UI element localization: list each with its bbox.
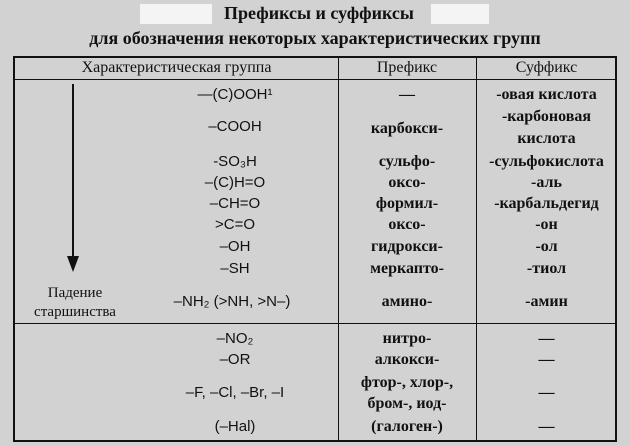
group-cell: >C=O <box>214 216 256 233</box>
group-cell: (–Hal) <box>214 418 256 435</box>
prefix-cell: амино- <box>381 293 433 310</box>
section-divider <box>15 323 615 324</box>
redaction-mask-left <box>140 4 212 24</box>
suffix-cell: -тиол <box>526 260 567 277</box>
group-cell: –OR <box>219 351 251 368</box>
group-cell: –NO₂ <box>216 330 254 347</box>
suffix-cell: -сульфокислота <box>489 153 604 170</box>
prefix-cell: меркапто- <box>370 260 444 277</box>
suffix-cell: — <box>538 384 555 401</box>
suffix-cell: -карбальдегид <box>494 195 599 212</box>
prefix-cell: (галоген-) <box>371 418 443 435</box>
suffix-cell-line2: кислота <box>517 130 576 147</box>
suffix-cell: — <box>538 418 555 435</box>
prefix-cell: гидрокси- <box>371 238 443 255</box>
header-prefix: Префикс <box>376 59 438 76</box>
group-cell: –CH=O <box>209 195 261 212</box>
suffix-cell: -карбоновая <box>501 108 592 125</box>
redaction-mask-right <box>431 4 489 24</box>
table-subtitle: для обозначения некоторых характеристических групп <box>89 28 541 48</box>
prefix-suffix-table <box>13 56 617 442</box>
header-divider <box>15 79 615 80</box>
suffix-cell: -он <box>535 216 558 233</box>
prefix-cell: — <box>399 86 415 103</box>
table-title: Префиксы и суффиксы <box>224 3 414 23</box>
group-cell: –F, –Cl, –Br, –I <box>185 384 285 401</box>
suffix-cell: -овая кислота <box>496 86 597 103</box>
suffix-cell: -ол <box>535 238 558 255</box>
group-cell: —(C)OOH¹ <box>197 86 273 103</box>
seniority-label-line2: старшинства <box>34 304 116 320</box>
prefix-cell: нитро- <box>382 330 432 347</box>
group-cell: –COOH <box>208 118 262 135</box>
suffix-cell: — <box>538 351 555 368</box>
prefix-cell-line2: бром-, иод- <box>367 395 447 412</box>
suffix-cell: -аль <box>531 174 562 191</box>
prefix-cell: сульфо- <box>378 153 436 170</box>
prefix-cell: оксо- <box>388 216 426 233</box>
header-suffix: Суффикс <box>515 59 578 76</box>
suffix-cell: — <box>538 330 555 347</box>
header-group: Характеристическая группа <box>81 59 272 76</box>
arrow-down-icon <box>65 84 81 272</box>
seniority-label-line1: Падение <box>47 285 103 301</box>
prefix-cell: оксо- <box>388 174 426 191</box>
group-cell: –SH <box>220 260 250 277</box>
group-cell: -SO₃H <box>213 153 257 170</box>
prefix-cell: фтор-, хлор-, <box>360 374 454 391</box>
prefix-cell: карбокси- <box>370 120 444 137</box>
suffix-cell: -амин <box>525 293 568 310</box>
group-cell: –NH₂ (>NH, >N–) <box>173 293 291 310</box>
group-cell: –(C)H=O <box>204 174 266 191</box>
prefix-cell: формил- <box>375 195 439 212</box>
prefix-cell: алкокси- <box>374 351 440 368</box>
group-cell: –OH <box>219 238 251 255</box>
